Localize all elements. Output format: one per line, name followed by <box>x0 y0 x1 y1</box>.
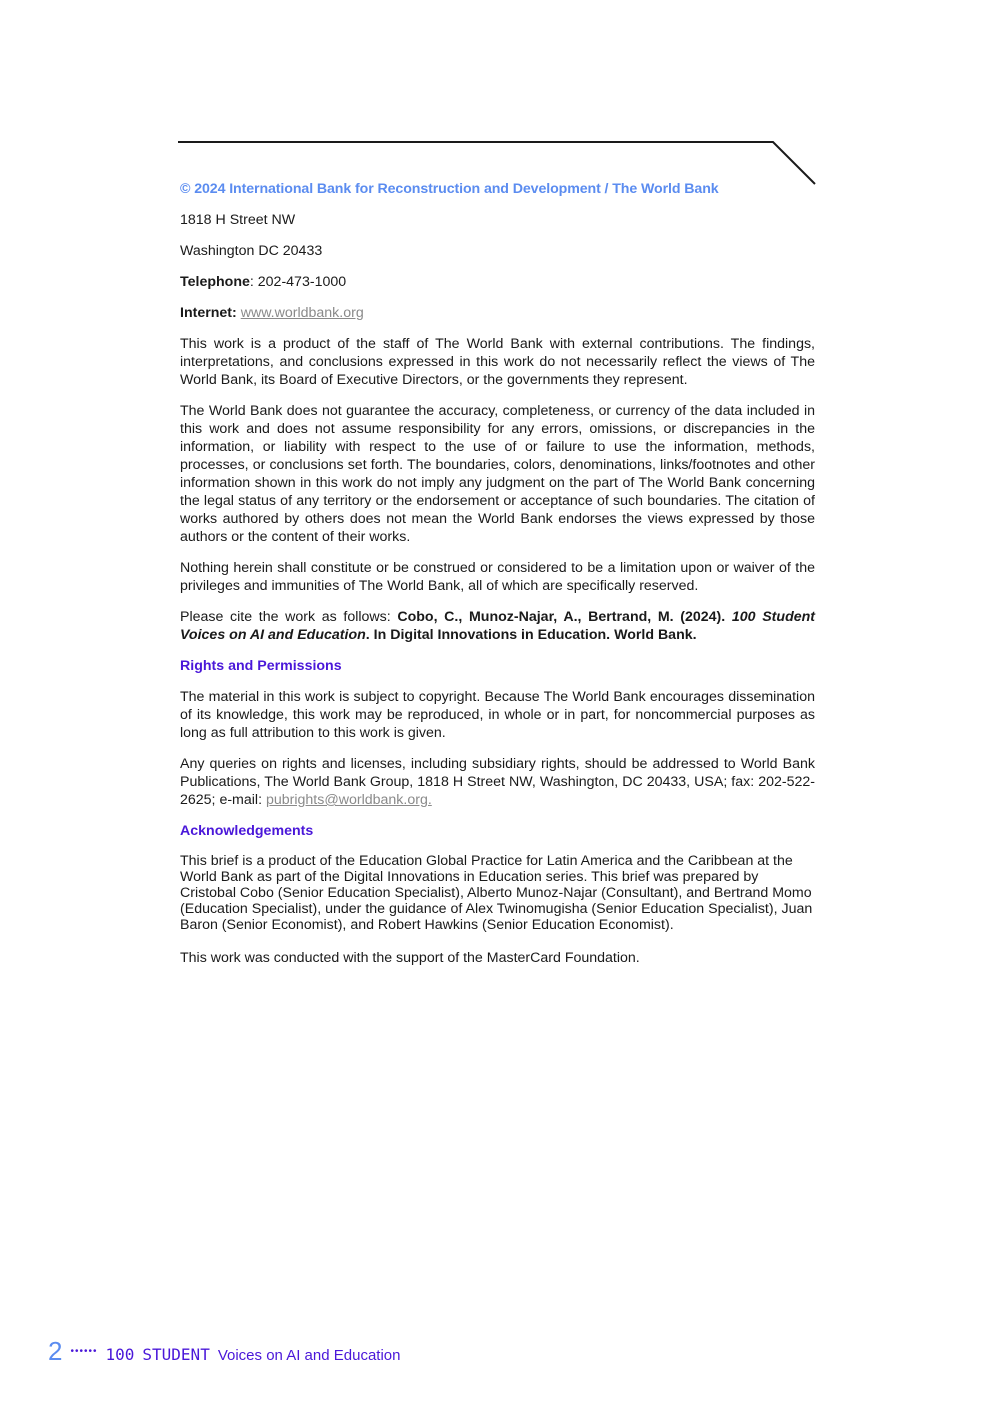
internet-label: Internet: <box>180 305 237 321</box>
footer-brand-number: 100 <box>105 1345 135 1364</box>
footer-brand-word: STUDENT <box>142 1345 210 1364</box>
citation-title: 100 Student Voices on AI and Education <box>180 609 816 643</box>
footer-brand-title: Voices on AI and Education <box>217 1347 401 1364</box>
disclaimer-paragraph-2: The World Bank does not guarantee the accuracy, completeness, or currency of the data included in this work and does not assume responsibility for any errors, omissions, or discrepancies in the information, or liability with respect to the use of or failure to use the information, methods, processes, or conclusions set forth. The boundaries, colors, denominations, links/footnotes and other information shown in this work do not imply any judgment on the part of The World Bank concerning the legal status of any territory or the endorsement or acceptance of such boundaries. The citation of works authored by others does not mean the World Bank endorses the views expressed by those authors or the content of their works. <box>180 403 815 545</box>
rights-heading: Rights and Permissions <box>180 658 342 674</box>
telephone-line <box>180 273 815 291</box>
website-link[interactable]: www.worldbank.org <box>240 305 364 321</box>
copyright-line: © 2024 International Bank for Reconstruction and Development / The World Bank <box>180 181 719 197</box>
rights-paragraph-2-text: Any queries on rights and licenses, including subsidiary rights, should be addressed to World Bank Publications, The World Bank Group, 1818 H Street NW, Washington, DC 20433, USA; fax: 202-522-2625; e-mail: <box>180 756 815 808</box>
telephone-label: Telephone <box>180 274 250 290</box>
telephone-value: : 202-473-1000 <box>249 274 347 290</box>
acknowledgements-paragraph-2: This work was conducted with the support of the MasterCard Foundation. <box>180 950 640 966</box>
address-line-1: 1818 H Street NW <box>180 212 296 228</box>
disclaimer-paragraph-3: Nothing herein shall constitute or be construed or considered to be a limitation upon or waiver of the privileges and immunities of The World Bank, all of which are specifically reserved. <box>180 560 815 594</box>
citation-authors: Cobo, C., Munoz-Najar, A., Bertrand, M. (2024). <box>397 609 732 625</box>
acknowledgements-heading: Acknowledgements <box>180 823 314 839</box>
citation-source: . In Digital Innovations in Education. World Bank. <box>365 627 697 643</box>
citation-intro: Please cite the work as follows: <box>180 609 398 625</box>
copyright-page-content <box>180 180 815 979</box>
page-number: 2 <box>48 1336 63 1366</box>
pubrights-email-link[interactable]: pubrights@worldbank.org. <box>265 792 432 808</box>
page-footer <box>48 1336 400 1366</box>
citation-paragraph <box>180 608 815 644</box>
internet-line <box>180 304 815 322</box>
dots-separator: •••••• <box>70 1346 98 1357</box>
rights-paragraph-2 <box>180 755 815 809</box>
rights-paragraph-1: The material in this work is subject to copyright. Because The World Bank encourages dissemination of its knowledge, this work may be reproduced, in whole or in part, for noncommercial purposes as long as full attribution to this work is given. <box>180 689 815 741</box>
acknowledgements-paragraph-1: This brief is a product of the Education Global Practice for Latin America and the Caribbean at the World Bank as part of the Digital Innovations in Education series. This brief was prepared by Cristobal Cobo (Senior Education Specialist), Alberto Munoz-Najar (Consultant), and Bertrand Momo (Education Specialist), under the guidance of Alex Twinomugisha (Senior Education Specialist), Juan Baron (Senior Economist), and Robert Hawkins (Senior Education Economist). <box>180 853 813 933</box>
header-rule <box>0 0 992 200</box>
address-line-2: Washington DC 20433 <box>180 243 323 259</box>
disclaimer-paragraph-1: This work is a product of the staff of The World Bank with external contributions. The findings, interpretations, and conclusions expressed in this work do not necessarily reflect the views of The World Bank, its Board of Executive Directors, or the governments they represent. <box>180 336 815 388</box>
